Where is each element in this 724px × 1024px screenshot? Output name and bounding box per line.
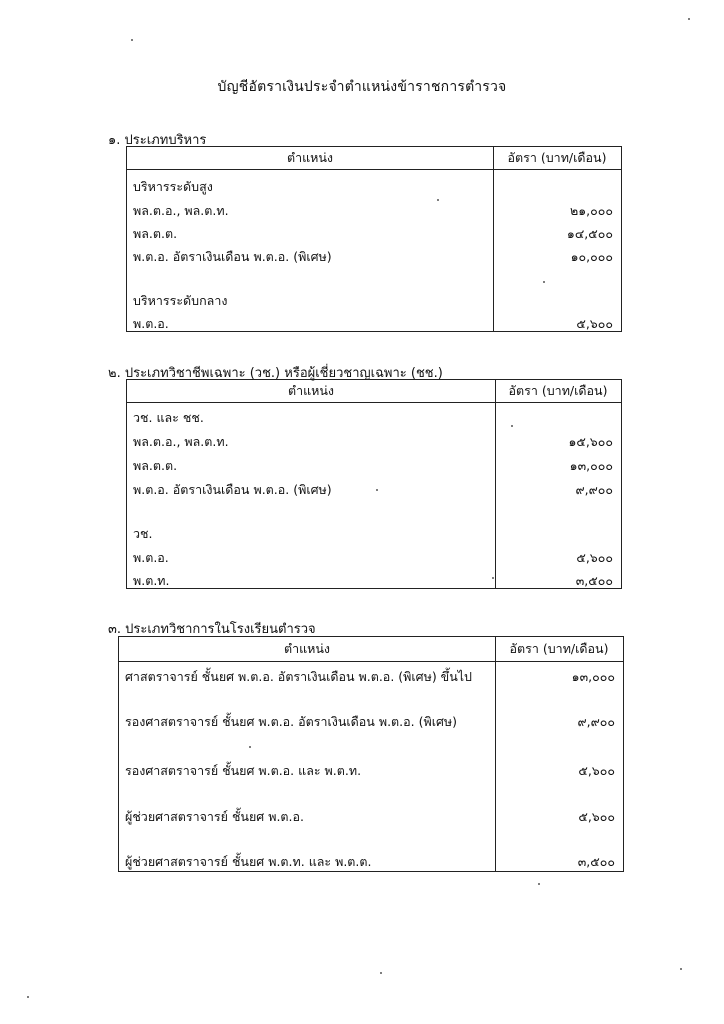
column-header-position: ตำแหน่ง	[286, 150, 334, 165]
position-cell: พ.ต.อ. อัตราเงินเดือน พ.ต.อ. (พิเศษ)	[133, 482, 332, 497]
scan-speck	[27, 996, 29, 998]
rate-cell: ๑๔,๕๐๐	[566, 226, 613, 241]
scan-speck	[543, 281, 545, 283]
column-header-position: ตำแหน่ง	[283, 641, 331, 656]
table-header	[127, 147, 621, 170]
position-cell: พล.ต.ต.	[133, 458, 178, 473]
position-cell: พล.ต.อ., พล.ต.ท.	[133, 203, 229, 218]
scan-speck	[376, 489, 378, 491]
column-header-rate: อัตรา (บาท/เดือน)	[508, 383, 608, 398]
executive-rate-table	[126, 146, 622, 332]
section-heading-executive: ๑. ประเภทบริหาร	[108, 133, 207, 148]
rate-cell: ๕,๖๐๐	[576, 316, 613, 331]
rate-cell: ๕,๖๐๐	[578, 809, 615, 824]
position-cell: ศาสตราจารย์ ชั้นยศ พ.ต.อ. อัตราเงินเดือน พ.ต.อ. (พิเศษ) ขึ้นไป	[125, 669, 472, 684]
scan-speck	[380, 972, 382, 974]
column-header-rate: อัตรา (บาท/เดือน)	[509, 641, 609, 656]
position-cell: พ.ต.อ.	[133, 316, 169, 331]
rate-cell: ๑๓,๐๐๐	[569, 458, 613, 473]
scan-speck	[511, 425, 513, 427]
scan-speck	[437, 199, 439, 201]
document-title: บัญชีอัตราเงินประจำตำแหน่งข้าราชการตำรวจ	[217, 79, 507, 95]
position-cell: วช. และ ชช.	[133, 410, 204, 425]
professional-rate-table	[126, 379, 622, 589]
position-cell: บริหารระดับกลาง	[133, 293, 228, 308]
section-heading-professional: ๒. ประเภทวิชาชีพเฉพาะ (วช.) หรือผู้เชี่ยวชาญเฉพาะ (ชช.)	[108, 366, 443, 381]
rate-cell: ๓,๕๐๐	[577, 854, 615, 869]
position-cell: พ.ต.ท.	[133, 573, 170, 588]
rate-cell: ๑๕,๖๐๐	[568, 434, 613, 449]
position-cell: พ.ต.อ.	[133, 550, 169, 565]
column-header-position: ตำแหน่ง	[287, 383, 335, 398]
position-cell: รองศาสตราจารย์ ชั้นยศ พ.ต.อ. และ พ.ต.ท.	[125, 763, 362, 778]
table-header	[119, 637, 623, 662]
position-cell: ผู้ช่วยศาสตราจารย์ ชั้นยศ พ.ต.ท. และ พ.ต.ต.	[125, 854, 372, 869]
position-cell: พล.ต.ต.	[133, 226, 178, 241]
rate-cell: ๙,๙๐๐	[577, 714, 615, 729]
scan-speck	[492, 577, 494, 579]
rate-cell: ๙,๙๐๐	[575, 482, 613, 497]
position-cell: พล.ต.อ., พล.ต.ท.	[133, 434, 229, 449]
position-cell: รองศาสตราจารย์ ชั้นยศ พ.ต.อ. อัตราเงินเดือน พ.ต.อ. (พิเศษ)	[125, 714, 458, 729]
scan-speck	[249, 746, 251, 748]
rate-cell: ๕,๖๐๐	[578, 763, 615, 778]
section-heading-academic: ๓. ประเภทวิชาการในโรงเรียนตำรวจ	[108, 622, 316, 637]
rate-cell: ๒๑,๐๐๐	[569, 203, 613, 218]
rate-cell: ๕,๖๐๐	[576, 550, 613, 565]
scan-speck	[538, 883, 540, 885]
position-cell: ผู้ช่วยศาสตราจารย์ ชั้นยศ พ.ต.อ.	[125, 809, 304, 824]
table-header	[127, 380, 621, 403]
column-divider	[495, 380, 496, 588]
column-divider	[495, 637, 496, 871]
position-cell: วช.	[133, 526, 153, 541]
column-header-rate: อัตรา (บาท/เดือน)	[507, 150, 607, 165]
rate-cell: ๓,๕๐๐	[575, 573, 613, 588]
academic-rate-table	[118, 636, 624, 872]
column-divider	[493, 147, 494, 331]
scan-speck	[688, 18, 690, 20]
position-cell: พ.ต.อ. อัตราเงินเดือน พ.ต.อ. (พิเศษ)	[133, 249, 332, 264]
rate-cell: ๑๐,๐๐๐	[570, 249, 613, 264]
scan-speck	[680, 968, 682, 970]
rate-cell: ๑๓,๐๐๐	[571, 669, 615, 684]
position-cell: บริหารระดับสูง	[133, 179, 213, 194]
scan-speck	[131, 39, 133, 41]
